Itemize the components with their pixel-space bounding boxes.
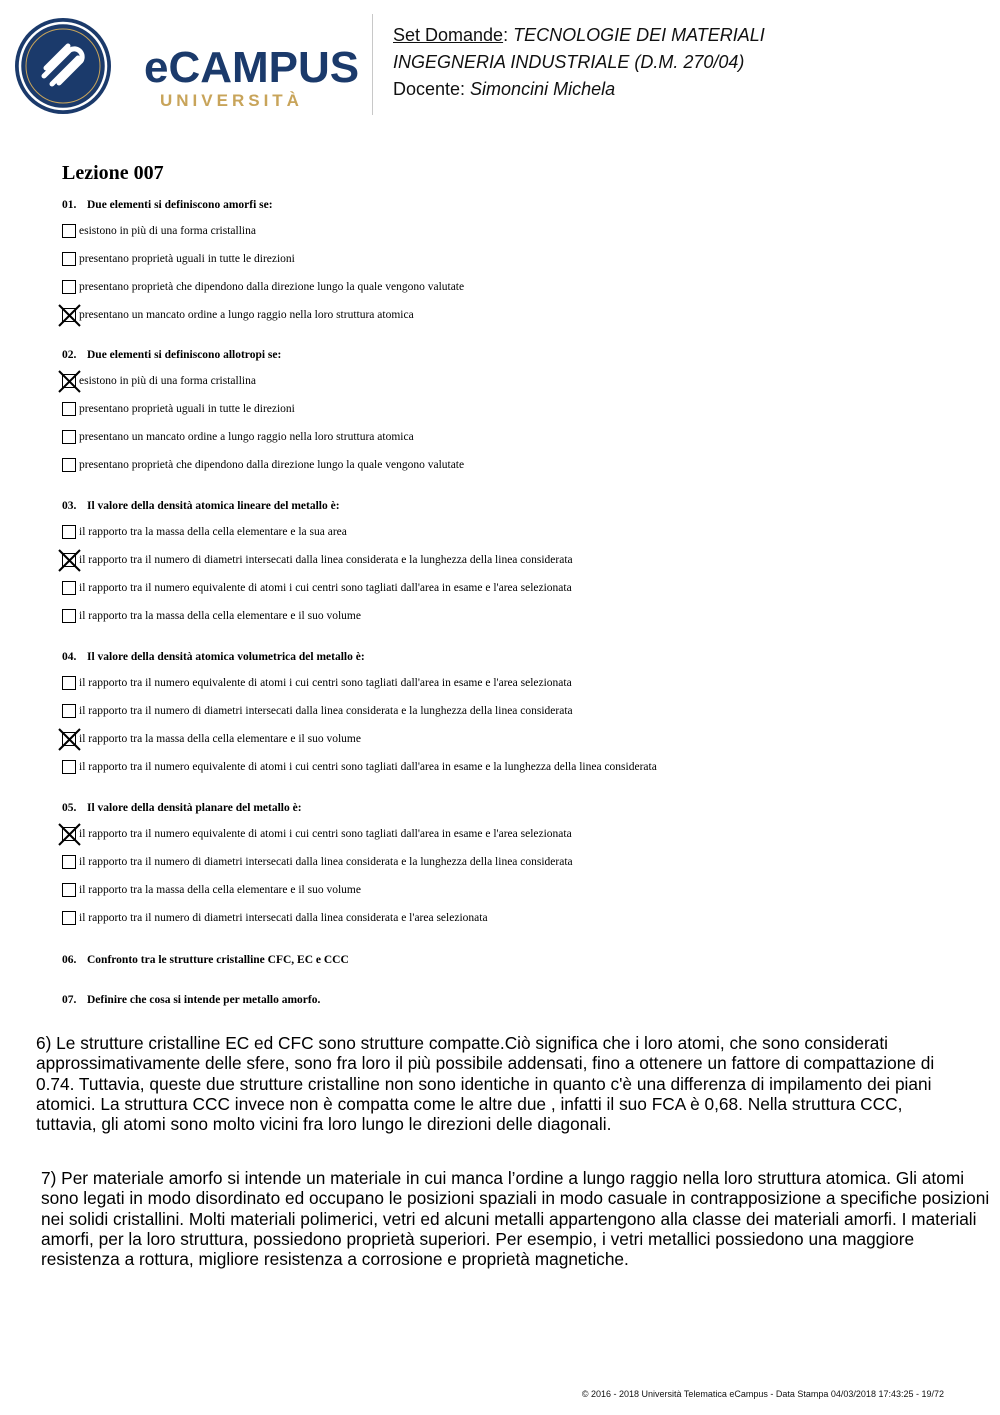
answer-option[interactable] bbox=[62, 307, 414, 323]
answer-option[interactable] bbox=[62, 910, 488, 926]
cross-mark-icon bbox=[58, 728, 81, 751]
answer-text: il rapporto tra il numero equivalente di atomi i cui centri sono tagliati dall'area in esame e la lunghezza della linea considerata bbox=[79, 761, 657, 773]
question-text: Il valore della densità atomica lineare del metallo è: bbox=[87, 500, 340, 512]
question-text: Il valore della densità atomica volumetrica del metallo è: bbox=[87, 651, 365, 663]
answer-text: presentano un mancato ordine a lungo raggio nella loro struttura atomica bbox=[79, 309, 414, 321]
open-answer-6: 6) Le strutture cristalline EC ed CFC sono strutture compatte.Ciò significa che i loro atomi, che sono considerati approssimativamente delle sfere, sono fra loro il più possibile addensati, fino a ottenere un fattore di compattazione di 0.74. Tuttavia, queste due strutture cristalline non sono identiche in quanto c'è una differenza di impilamento dei piani atomici. La struttura CCC invece non è compatta come le altre due , infatti il suo FCA è 0,68. Nella struttura CCC, tuttavia, gli atomi sono molto vicini fra loro lungo le direzioni delle diagonali. bbox=[36, 1033, 935, 1135]
question-number: 07. bbox=[62, 994, 77, 1006]
course-line bbox=[393, 49, 765, 76]
cross-mark-icon bbox=[58, 304, 81, 327]
header-divider bbox=[372, 14, 373, 115]
answer-option[interactable] bbox=[62, 675, 572, 691]
answer-text: presentano proprietà uguali in tutte le direzioni bbox=[79, 253, 295, 265]
question-text: Il valore della densità planare del metallo è: bbox=[87, 802, 302, 814]
page-footer: © 2016 - 2018 Università Telematica eCampus - Data Stampa 04/03/2018 17:43:25 - 19/72 bbox=[581, 1389, 944, 1399]
checkbox[interactable] bbox=[62, 911, 76, 925]
answer-option[interactable] bbox=[62, 826, 572, 842]
checkbox[interactable] bbox=[62, 224, 76, 238]
answer-text: il rapporto tra il numero equivalente di atomi i cui centri sono tagliati dall'area in esame e l'area selezionata bbox=[79, 828, 572, 840]
set-label: Set Domande bbox=[393, 25, 504, 45]
answer-text: esistono in più di una forma cristallina bbox=[79, 375, 256, 387]
cross-mark-icon bbox=[58, 370, 81, 393]
answer-text: esistono in più di una forma cristallina bbox=[79, 225, 256, 237]
question-number: 01. bbox=[62, 199, 77, 211]
checkbox[interactable] bbox=[62, 883, 76, 897]
answer-option[interactable] bbox=[62, 608, 361, 624]
answer-text: il rapporto tra il numero di diametri intersecati dalla linea considerata e l'area selezionata bbox=[79, 912, 488, 924]
checkbox[interactable] bbox=[62, 855, 76, 869]
checkbox[interactable] bbox=[62, 581, 76, 595]
answer-text: il rapporto tra il numero di diametri intersecati dalla linea considerata e la lunghezza della linea considerata bbox=[79, 856, 573, 868]
checkbox[interactable] bbox=[62, 252, 76, 266]
answer-text: il rapporto tra la massa della cella elementare e la sua area bbox=[79, 526, 347, 538]
answer-text: il rapporto tra la massa della cella elementare e il suo volume bbox=[79, 884, 361, 896]
answer-text: presentano proprietà uguali in tutte le direzioni bbox=[79, 403, 295, 415]
answer-text: presentano proprietà che dipendono dalla direzione lungo la quale vengono valutate bbox=[79, 459, 465, 471]
answer-option[interactable] bbox=[62, 552, 573, 568]
answer-option[interactable] bbox=[62, 524, 347, 540]
answer-option[interactable] bbox=[62, 703, 573, 719]
question-number: 04. bbox=[62, 651, 77, 663]
cross-mark-icon bbox=[58, 823, 81, 846]
question-6 bbox=[62, 954, 349, 966]
answer-option[interactable] bbox=[62, 373, 256, 389]
checkbox-checked[interactable] bbox=[62, 827, 76, 841]
answer-text: presentano un mancato ordine a lungo raggio nella loro struttura atomica bbox=[79, 431, 414, 443]
answer-text: il rapporto tra il numero di diametri intersecati dalla linea considerata e la lunghezza della linea considerata bbox=[79, 554, 573, 566]
question-number: 05. bbox=[62, 802, 77, 814]
answer-text: il rapporto tra la massa della cella elementare e il suo volume bbox=[79, 733, 361, 745]
checkbox[interactable] bbox=[62, 704, 76, 718]
brand-subtext: UNIVERSITÀ bbox=[160, 91, 303, 110]
answer-text: il rapporto tra il numero equivalente di atomi i cui centri sono tagliati dall'area in esame e l'area selezionata bbox=[79, 677, 572, 689]
checkbox[interactable] bbox=[62, 280, 76, 294]
checkbox[interactable] bbox=[62, 402, 76, 416]
answer-option[interactable] bbox=[62, 429, 414, 445]
checkbox-checked[interactable] bbox=[62, 553, 76, 567]
answer-option[interactable] bbox=[62, 882, 361, 898]
answer-option[interactable] bbox=[62, 580, 572, 596]
lesson-title: Lezione 007 bbox=[62, 162, 164, 184]
brand-text: eCAMPUS bbox=[144, 43, 360, 92]
checkbox[interactable] bbox=[62, 609, 76, 623]
question-2 bbox=[62, 349, 281, 361]
checkbox[interactable] bbox=[62, 458, 76, 472]
answer-option[interactable] bbox=[62, 279, 464, 295]
set-value: TECNOLOGIE DEI MATERIALI bbox=[513, 25, 765, 45]
checkbox-checked[interactable] bbox=[62, 308, 76, 322]
question-text: Due elementi si definiscono amorfi se: bbox=[87, 199, 273, 211]
header-info bbox=[393, 22, 765, 103]
checkbox[interactable] bbox=[62, 676, 76, 690]
question-number: 03. bbox=[62, 500, 77, 512]
set-line: Set Domande: TECNOLOGIE DEI MATERIALI bbox=[393, 25, 765, 45]
ecampus-logo bbox=[14, 14, 360, 118]
question-7 bbox=[62, 994, 320, 1006]
answer-text: presentano proprietà che dipendono dalla direzione lungo la quale vengono valutate bbox=[79, 281, 465, 293]
checkbox-checked[interactable] bbox=[62, 732, 76, 746]
teacher-label: Docente: bbox=[393, 79, 471, 99]
answer-text: il rapporto tra la massa della cella elementare e il suo volume bbox=[79, 610, 361, 622]
question-1 bbox=[62, 199, 273, 211]
answer-option[interactable] bbox=[62, 223, 256, 239]
answer-option[interactable] bbox=[62, 401, 295, 417]
answer-option[interactable] bbox=[62, 251, 295, 267]
answer-option[interactable] bbox=[62, 731, 361, 747]
ecampus-emblem-icon bbox=[14, 14, 360, 118]
teacher-name: Simoncini Michela bbox=[470, 79, 616, 99]
course-name: INGEGNERIA INDUSTRIALE (D.M. 270/04) bbox=[393, 52, 745, 72]
answer-text: il rapporto tra il numero di diametri intersecati dalla linea considerata e la lunghezza della linea considerata bbox=[79, 705, 573, 717]
checkbox[interactable] bbox=[62, 760, 76, 774]
question-text: Due elementi si definiscono allotropi se: bbox=[87, 349, 282, 361]
teacher-line bbox=[393, 76, 765, 103]
question-3 bbox=[62, 500, 340, 512]
answer-option[interactable] bbox=[62, 457, 464, 473]
question-5 bbox=[62, 802, 302, 814]
checkbox[interactable] bbox=[62, 430, 76, 444]
answer-text: il rapporto tra il numero equivalente di atomi i cui centri sono tagliati dall'area in esame e l'area selezionata bbox=[79, 582, 572, 594]
question-text: Confronto tra le strutture cristalline CFC, EC e CCC bbox=[87, 954, 349, 966]
answer-option[interactable] bbox=[62, 759, 657, 775]
checkbox-checked[interactable] bbox=[62, 374, 76, 388]
answer-option[interactable] bbox=[62, 854, 573, 870]
cross-mark-icon bbox=[58, 549, 81, 572]
checkbox[interactable] bbox=[62, 525, 76, 539]
question-text: Definire che cosa si intende per metallo amorfo. bbox=[87, 994, 321, 1006]
question-4 bbox=[62, 651, 365, 663]
question-number: 02. bbox=[62, 349, 77, 361]
open-answer-7: 7) Per materiale amorfo si intende un materiale in cui manca l’ordine a lungo raggio nella loro struttura atomica. Gli atomi sono legati in modo disordinato ed occupano le posizioni spaziali in modo casuale in contrapposizione a specifiche posizioni nei solidi cristallini. Molti materiali polimerici, vetri ed alcuni metalli appartengono alla classe dei materiali amorfi. I materiali amorfi, per la loro struttura, possiedono proprietà superiori. Per esempio, i vetri metallici possiedono una maggiore resistenza a rottura, migliore resistenza a corrosione e proprietà magnetiche. bbox=[41, 1168, 990, 1270]
question-number: 06. bbox=[62, 954, 77, 966]
